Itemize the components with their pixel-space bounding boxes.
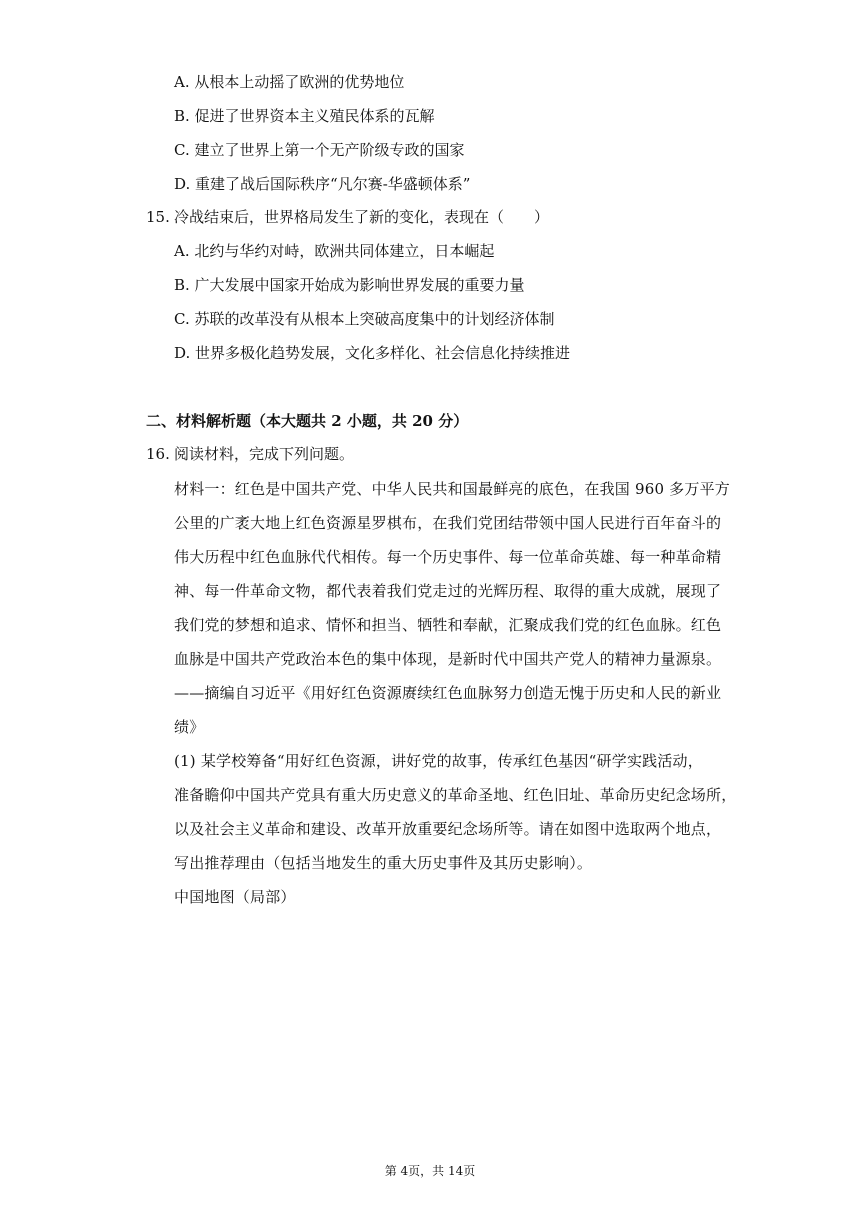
section-title: 二、材料解析题（本大题共 2 小题，共 20 分） bbox=[146, 412, 469, 430]
q14-option-b: B. 促进了世界资本主义殖民体系的瓦解 bbox=[174, 107, 435, 125]
material-line: 材料一：红色是中国共产党、中华人民共和国最鲜亮的底色，在我国 960 多万平方 bbox=[174, 480, 730, 498]
q15-stem: 冷战结束后，世界格局发生了新的变化，表现在（ ） bbox=[174, 208, 550, 226]
map-caption: 中国地图（局部） bbox=[174, 888, 296, 906]
sub-question-line: 写出推荐理由（包括当地发生的重大历史事件及其历史影响）。 bbox=[174, 854, 593, 872]
material-source-line: 绩》 bbox=[174, 718, 205, 736]
q15-option-c: C. 苏联的改革没有从根本上突破高度集中的计划经济体制 bbox=[174, 310, 555, 328]
material-line: 我们党的梦想和追求、情怀和担当、牺牲和奉献，汇聚成我们党的红色血脉。红色 bbox=[174, 616, 722, 634]
material-source-line: ——摘编自习近平《用好红色资源赓续红色血脉努力创造无愧于历史和人民的新业 bbox=[174, 684, 722, 702]
sub-question-line: (1) 某学校筹备“用好红色资源，讲好党的故事，传承红色基因“研学实践活动， bbox=[174, 752, 703, 770]
q15-option-a: A. 北约与华约对峙，欧洲共同体建立，日本崛起 bbox=[174, 242, 495, 260]
q14-option-d: D. 重建了战后国际秩序“凡尔赛-华盛顿体系” bbox=[174, 175, 471, 193]
sub-question-line: 准备瞻仰中国共产党具有重大历史意义的革命圣地、红色旧址、革命历史纪念场所， bbox=[174, 786, 737, 804]
material-line: 公里的广袤大地上红色资源星罗棋布，在我们党团结带领中国人民进行百年奋斗的 bbox=[174, 514, 722, 532]
q14-option-a: A. 从根本上动摇了欧洲的优势地位 bbox=[174, 73, 405, 91]
material-line: 血脉是中国共产党政治本色的集中体现，是新时代中国共产党人的精神力量源泉。 bbox=[174, 650, 722, 668]
q16-stem: 阅读材料，完成下列问题。 bbox=[174, 445, 355, 463]
page-footer: 第 4页，共 14页 bbox=[384, 1164, 476, 1178]
q15-option-d: D. 世界多极化趋势发展，文化多样化、社会信息化持续推进 bbox=[174, 344, 571, 362]
q14-option-c: C. 建立了世界上第一个无产阶级专政的国家 bbox=[174, 141, 465, 159]
material-line: 神、每一件革命文物，都代表着我们党走过的光辉历程、取得的重大成就，展现了 bbox=[174, 582, 722, 600]
q16-number: 16. bbox=[146, 445, 170, 463]
material-line: 伟大历程中红色血脉代代相传。每一个历史事件、每一位革命英雄、每一种革命精 bbox=[174, 548, 722, 566]
q15-option-b: B. 广大发展中国家开始成为影响世界发展的重要力量 bbox=[174, 276, 525, 294]
q15-number: 15. bbox=[146, 208, 170, 226]
sub-question-line: 以及社会主义革命和建设、改革开放重要纪念场所等。请在如图中选取两个地点， bbox=[174, 820, 722, 838]
